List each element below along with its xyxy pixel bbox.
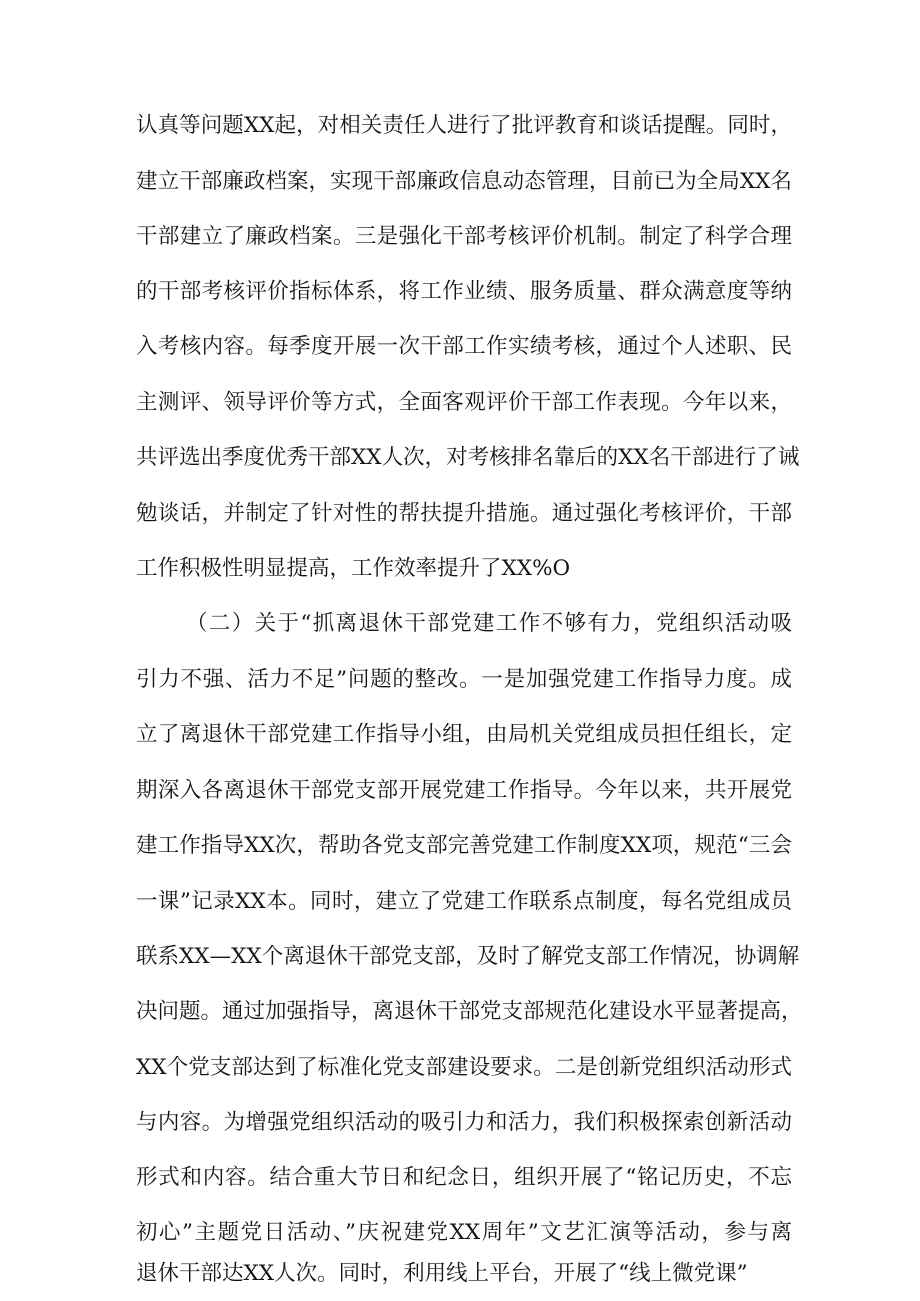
text-line: 勉谈话，并制定了针对性的帮扶提升措施。通过强化考核评价，干部: [136, 501, 792, 526]
paragraph-last-line: 工作积极性明显提高，工作效率提升了XX%O: [136, 556, 571, 581]
text-line: 立了离退休干部党建工作指导小组，由局机关党组成员担任组长，定: [136, 722, 792, 747]
text-line: 建立干部廉政档案，实现干部廉政信息动态管理，目前已为全局XX名: [136, 169, 792, 194]
text-line: XX个党支部达到了标准化党支部建设要求。二是创新党组织活动形式: [136, 1055, 792, 1080]
text-line: 退休干部达XX人次。同时，利用线上平台，开展了“线上微党课”: [136, 1261, 748, 1286]
text-line: 建工作指导XX次，帮助各党支部完善党建工作制度XX项，规范“三会: [136, 833, 792, 858]
text-line: 与内容。为增强党组织活动的吸引力和活力，我们积极探索创新活动: [136, 1110, 792, 1135]
text-line: 期深入各离退休干部党支部开展党建工作指导。今年以来，共开展党: [136, 778, 792, 803]
text-line: 形式和内容。结合重大节日和纪念日，组织开展了“铭记历史，不忘: [136, 1165, 792, 1190]
text-line: 共评选出季度优秀干部XX人次，对考核排名靠后的XX名干部进行了诫: [136, 445, 800, 470]
paragraph-heading-line: （二）关于“抓离退休干部党建工作不够有力，党组织活动吸: [186, 611, 792, 636]
text-line: 联系XX—XX个离退休干部党支部，及时了解党支部工作情况，协调解: [136, 944, 800, 969]
text-line: 初心”主题党日活动、”庆祝建党XX周年”文艺汇演等活动，参与离: [136, 1220, 792, 1245]
text-line: 入考核内容。每季度开展一次干部工作实绩考核，通过个人述职、民: [136, 334, 792, 359]
text-line: 决问题。通过加强指导，离退休干部党支部规范化建设水平显著提高，: [136, 999, 803, 1024]
text-line: 的干部考核评价指标体系，将工作业绩、服务质量、群众满意度等纳: [136, 279, 792, 304]
text-line: 引力不强、活力不足”问题的整改。一是加强党建工作指导力度。成: [136, 667, 792, 692]
text-line: 认真等问题XX起，对相关责任人进行了批评教育和谈话提醒。同时，: [136, 113, 792, 138]
text-line: 一课”记录XX本。同时，建立了党建工作联系点制度，每名党组成员: [136, 889, 792, 914]
text-line: 干部建立了廉政档案。三是强化干部考核评价机制。制定了科学合理: [136, 224, 792, 249]
text-line: 主测评、领导评价等方式，全面客观评价干部工作表现。今年以来，: [136, 390, 792, 415]
